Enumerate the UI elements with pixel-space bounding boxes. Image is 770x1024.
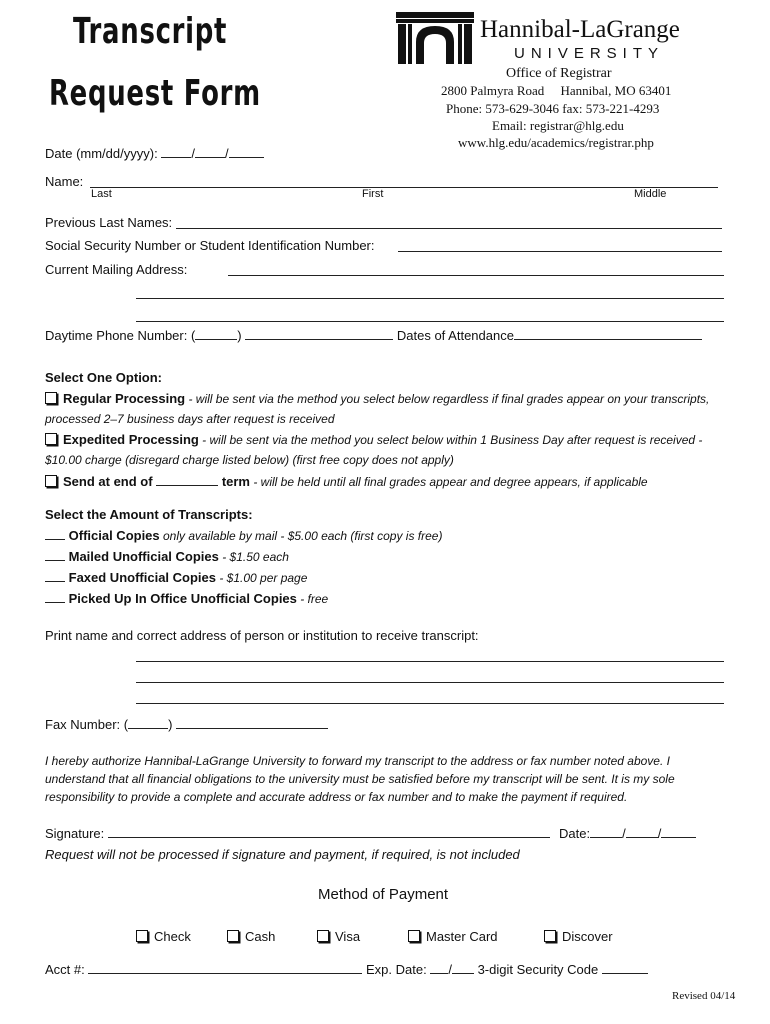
signature-field[interactable]	[108, 826, 550, 838]
office-website: www.hlg.edu/academics/registrar.php	[458, 135, 654, 150]
term-field[interactable]	[156, 474, 218, 486]
signature-label: Signature:	[45, 826, 550, 841]
university-name: Hannibal-LaGrange	[480, 16, 680, 43]
print-name-label: Print name and correct address of person or institution to receive transcript:	[45, 628, 479, 643]
recipient-line-2[interactable]	[136, 682, 724, 683]
sig-date-year-field[interactable]	[661, 826, 696, 838]
mailing-address-line-2[interactable]	[136, 298, 724, 299]
account-number-field[interactable]	[88, 962, 362, 974]
sig-date-day-field[interactable]	[626, 826, 658, 838]
mailing-address-line-1[interactable]	[228, 275, 724, 276]
fax-label: Fax Number: ( )	[45, 717, 328, 732]
authorization-text: I hereby authorize Hannibal-LaGrange University to forward my transcript to the address or fax number noted above. I understand that all financial obligations to the university must be satisfied before my transcript will be sent. It is my sole responsibility to provide a complete and accurate address or fax number and to make the payment if required.	[45, 754, 675, 804]
official-qty-field[interactable]	[45, 528, 65, 540]
payment-cash[interactable]: Cash	[227, 929, 275, 944]
regular-desc-line2: processed 2–7 business days after request is received	[45, 412, 335, 426]
mastercard-checkbox[interactable]	[408, 930, 420, 942]
recipient-line-3[interactable]	[136, 703, 724, 704]
exp-year-field[interactable]	[452, 962, 474, 974]
office-phone: Phone: 573-629-3046 fax: 573-221-4293	[446, 101, 660, 116]
name-field[interactable]	[90, 187, 718, 188]
fax-number-field[interactable]	[176, 717, 328, 729]
picked-qty-field[interactable]	[45, 591, 65, 603]
security-code-field[interactable]	[602, 962, 648, 974]
date-day-field[interactable]	[195, 146, 225, 158]
ssn-label: Social Security Number or Student Identification Number:	[45, 238, 375, 253]
date-label: Date (mm/dd/yyyy): / /	[45, 146, 264, 161]
amount-mailed: Mailed Unofficial Copies - $1.50 each	[45, 549, 289, 564]
visa-checkbox[interactable]	[317, 930, 329, 942]
select-option-heading: Select One Option:	[45, 370, 163, 385]
amount-heading: Select the Amount of Transcripts:	[45, 507, 253, 522]
account-row: Acct #: Exp. Date: / 3-digit Security Code	[45, 962, 648, 977]
name-sub-first: First	[362, 188, 384, 200]
mailing-address-label: Current Mailing Address:	[45, 262, 188, 277]
university-logo-icon	[396, 12, 474, 64]
option-expedited: Expedited Processing - will be sent via the method you select below within 1 Business Day after request is received -	[45, 432, 702, 447]
payment-visa[interactable]: Visa	[317, 929, 360, 944]
phone-area-code-field[interactable]	[195, 328, 237, 340]
date-year-field[interactable]	[229, 146, 264, 158]
exp-month-field[interactable]	[430, 962, 448, 974]
option-send-end-term: Send at end of term - will be held until all final grades appear and degree appears, if applicable	[45, 474, 648, 489]
previous-names-field[interactable]	[176, 228, 722, 229]
expedited-desc-line2: $10.00 charge (disregard charge listed below) (first free copy does not apply)	[45, 453, 454, 467]
payment-mastercard[interactable]: Master Card	[408, 929, 498, 944]
option-regular: Regular Processing - will be sent via the method you select below regardless if final grades appear on your transcripts,	[45, 391, 709, 406]
sig-date-month-field[interactable]	[590, 826, 622, 838]
office-name: Office of Registrar	[506, 66, 612, 81]
ssn-field[interactable]	[398, 251, 722, 252]
fax-area-code-field[interactable]	[128, 717, 168, 729]
date-month-field[interactable]	[161, 146, 191, 158]
amount-picked-up: Picked Up In Office Unofficial Copies - free	[45, 591, 328, 606]
payment-check[interactable]: Check	[136, 929, 191, 944]
cash-checkbox[interactable]	[227, 930, 239, 942]
faxed-qty-field[interactable]	[45, 570, 65, 582]
form-title-line2: Request Form	[49, 73, 261, 114]
amount-official: Official Copies only available by mail - $5.00 each (first copy is free)	[45, 528, 442, 543]
daytime-phone-label: Daytime Phone Number: ( ) Dates of Attendance	[45, 328, 702, 343]
amount-faxed: Faxed Unofficial Copies - $1.00 per page	[45, 570, 307, 585]
name-sub-middle: Middle	[634, 188, 667, 200]
check-checkbox[interactable]	[136, 930, 148, 942]
payment-discover[interactable]: Discover	[544, 929, 613, 944]
mailing-address-line-3[interactable]	[136, 321, 724, 322]
office-address: 2800 Palmyra Road Hannibal, MO 63401	[441, 83, 672, 98]
attendance-label: Dates of Attendance	[396, 328, 514, 343]
recipient-line-1[interactable]	[136, 661, 724, 662]
send-end-term-checkbox[interactable]	[45, 475, 57, 487]
university-subtitle: UNIVERSITY	[514, 45, 665, 62]
phone-number-field[interactable]	[245, 328, 393, 340]
office-email: Email: registrar@hlg.edu	[492, 118, 624, 133]
mailed-qty-field[interactable]	[45, 549, 65, 561]
regular-checkbox[interactable]	[45, 392, 57, 404]
signature-date: Date: / /	[559, 826, 696, 841]
expedited-checkbox[interactable]	[45, 433, 57, 445]
previous-names-label: Previous Last Names:	[45, 215, 173, 230]
payment-heading: Method of Payment	[318, 886, 449, 903]
attendance-field[interactable]	[514, 328, 702, 340]
form-title-line1: Transcript	[73, 11, 228, 52]
name-sub-last: Last	[91, 188, 112, 200]
revision-note: Revised 04/14	[672, 990, 736, 1002]
name-label: Name:	[45, 174, 84, 189]
not-processed-note: Request will not be processed if signature and payment, if required, is not included	[45, 847, 520, 862]
discover-checkbox[interactable]	[544, 930, 556, 942]
